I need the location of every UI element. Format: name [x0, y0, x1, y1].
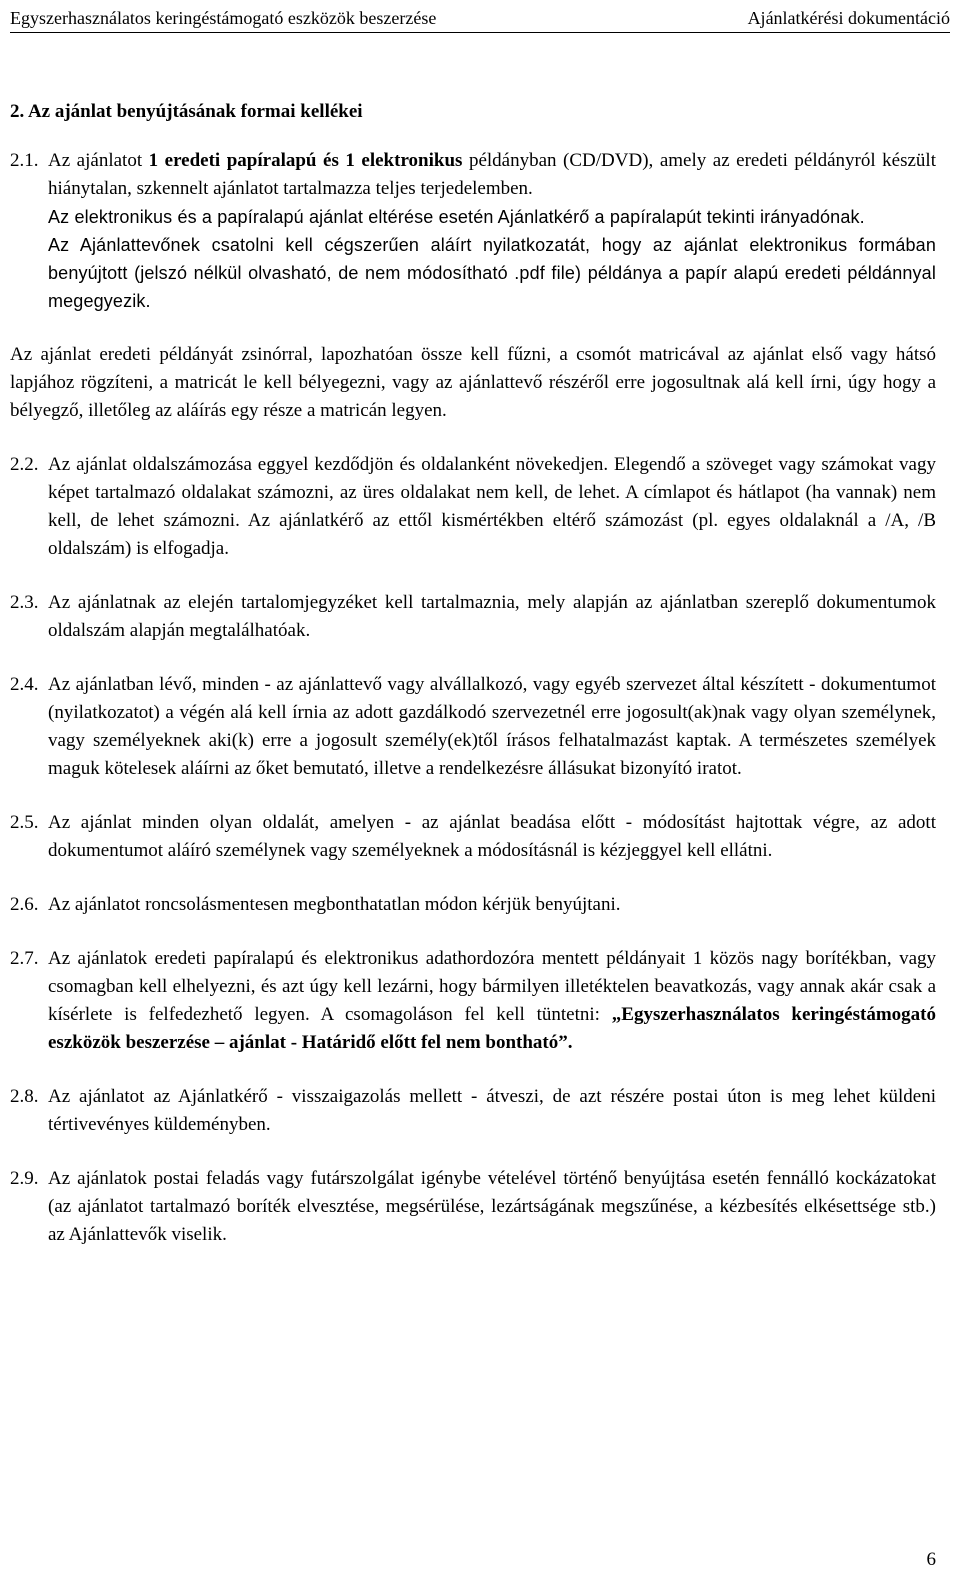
clause-number: 2.3.	[10, 592, 39, 613]
clause-number: 2.9.	[10, 1168, 39, 1189]
clause-number: 2.6.	[10, 894, 39, 915]
clause-2-3	[10, 589, 936, 645]
header-document-title: Egyszerhasználatos keringéstámogató eszközök beszerzése	[10, 8, 437, 28]
bold-text-run: „Egyszerhasználatos keringéstámogató eszközök beszerzése – ajánlat - Határidő előtt fel nem bontható”.	[48, 1004, 936, 1053]
clause-body: Az ajánlat oldalszámozása eggyel kezdődjön és oldalanként növekedjen. Elegendő a szöveget vagy számokat vagy képet tartalmazó oldalakat számozni, az üres oldalakat nem kell, de lehet. A címlapot és hátlapot (ha vannak) nem kell, de lehet számozni. Az ajánlatkérő az ettől kismértékben eltérő számozást (pl. egyes oldalaknál a /A, /B oldalszám) is elfogadja.	[48, 454, 936, 559]
clause-body: Az ajánlatok postai feladás vagy futárszolgálat igénybe vételével történő benyújtása esetén fennálló kockázatokat (az ajánlatot tartalmazó boríték elvesztése, megsérülése, lezártságának megszűnése, a kézbesítés elkésettsége stb.) az Ajánlattevők viselik.	[48, 1168, 936, 1245]
clause-paragraph: Az Ajánlattevőnek csatolni kell cégszerűen aláírt nyilatkozatát, hogy az ajánlat elektronikus formában benyújtott (jelszó nélkül olvasható, de nem módosítható .pdf file) példánya a papír alapú eredeti példánnyal megegyezik.	[48, 235, 936, 311]
clause-body: Az ajánlat minden olyan oldalát, amelyen - az ajánlat beadása előtt - módosítást hajtottak végre, az adott dokumentumot aláíró személynek vagy személyeknek a módosításnál is kézjeggyel kell ellátni.	[48, 812, 936, 861]
clause-body: Az ajánlatot az Ajánlatkérő - visszaigazolás mellett - átveszi, de azt részére postai úton is meg lehet küldeni tértivevényes küldeményben.	[48, 1086, 936, 1135]
clause-number: 2.4.	[10, 674, 39, 695]
text-run: Az ajánlatok eredeti papíralapú és elektronikus adathordozóra mentett példányait 1 közös nagy borítékban, vagy csomagban kell elhelyezni, és azt úgy kell lezárni, hogy bármilyen illetéktelen beavatkozás, vagy annak akár csak a kísérlete is felfedezhető legyen. A csomagoláson fel kell tüntetni:	[48, 948, 936, 1025]
page-content	[10, 98, 936, 1275]
clause-body: Az ajánlatnak az elején tartalomjegyzéket kell tartalmaznia, mely alapján az ajánlatban szereplő dokumentumok oldalszám alapján megtalálhatóak.	[48, 592, 936, 641]
clause-body	[48, 147, 936, 315]
clause-body	[48, 945, 936, 1057]
clause-2-5	[10, 809, 936, 865]
clause-number: 2.2.	[10, 454, 39, 475]
text-run: példányban (CD/DVD), amely az eredeti példányról készült hiánytalan, szkennelt ajánlatot tartalmazza teljes terjedelemben.	[48, 150, 936, 199]
clause-2-4	[10, 671, 936, 783]
clause-2-9	[10, 1165, 936, 1249]
clause-number: 2.8.	[10, 1086, 39, 1107]
clause-body: Az ajánlatot roncsolásmentesen megbonthatatlan módon kérjük benyújtani.	[48, 894, 621, 915]
clause-2-1	[10, 147, 936, 315]
running-header	[10, 4, 950, 33]
header-document-type: Ajánlatkérési dokumentáció	[747, 8, 950, 28]
clause-2-8	[10, 1083, 936, 1139]
page-number: 6	[926, 1549, 936, 1570]
text-run: Az ajánlatot	[48, 150, 149, 171]
bold-text-run: 1 eredeti papíralapú és 1 elektronikus	[148, 150, 463, 171]
clause-body: Az ajánlatban lévő, minden - az ajánlattevő vagy alvállalkozó, vagy egyéb szervezet által készített - dokumentumot (nyilatkozatot) a végén alá kell írnia az adott gazdálkodó szervezetnél erre jogosult(ak)nak vagy olyan személynek, vagy személyeknek aki(k) erre a jogosult személy(ek)től írásos felhatalmazást kaptak. A természetes személyek maguk kötelesek aláírni az őket bemutató, illetve a rendelkezésre állásukat bizonyító iratot.	[48, 674, 936, 779]
clause-number: 2.7.	[10, 948, 39, 969]
clause-2-2	[10, 451, 936, 563]
clause-paragraph	[48, 147, 936, 203]
clause-paragraph: Az elektronikus és a papíralapú ajánlat eltérése esetén Ajánlatkérő a papíralapút tekinti irányadónak.	[48, 207, 865, 227]
section-heading: 2. Az ajánlat benyújtásának formai kellékei	[10, 101, 363, 122]
clause-2-6	[10, 891, 936, 919]
binding-paragraph: Az ajánlat eredeti példányát zsinórral, lapozhatóan össze kell fűzni, a csomót matricával az ajánlat első vagy hátsó lapjához rögzíteni, a matricát le kell bélyegezni, vagy az ajánlattevő részéről erre jogosultnak alá kell írni, úgy hogy a bélyegző, illetőleg az aláírás egy része a matricán legyen.	[10, 344, 936, 421]
clause-number: 2.5.	[10, 812, 39, 833]
clause-2-7	[10, 945, 936, 1057]
clause-number: 2.1.	[10, 150, 39, 171]
